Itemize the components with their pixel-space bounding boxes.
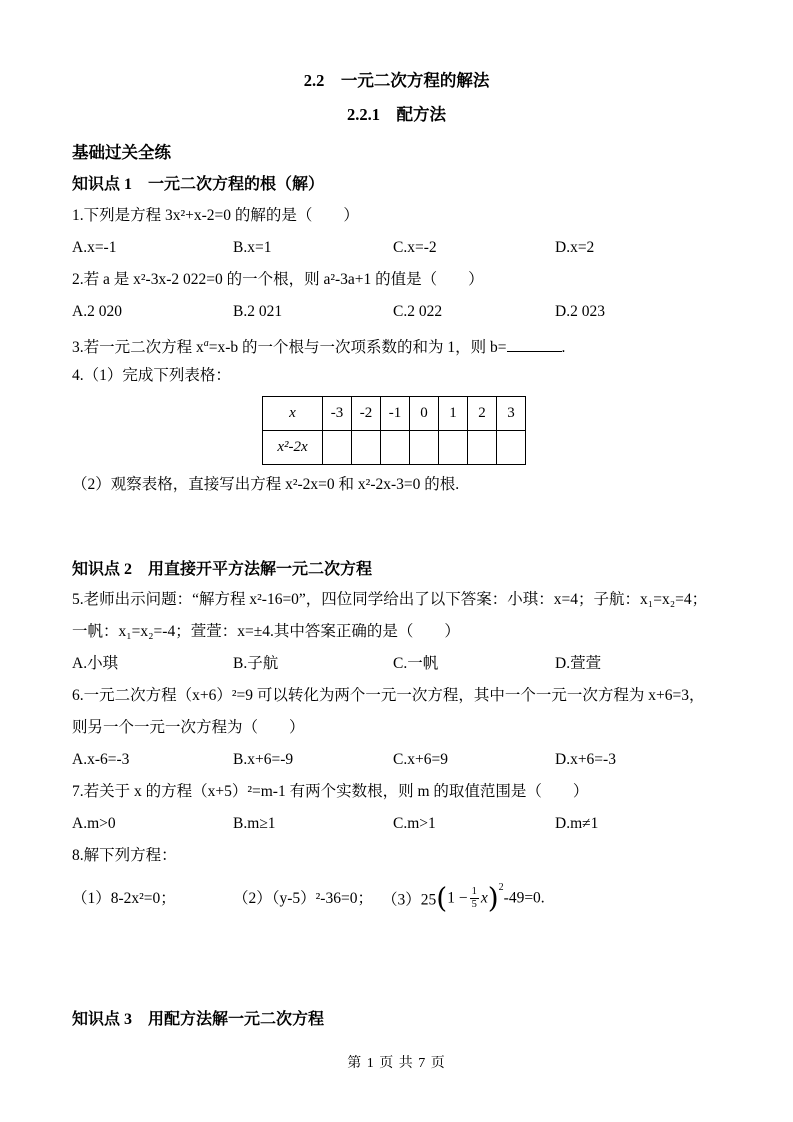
question-1-options (72, 232, 721, 264)
option-a: A.2 020 (72, 303, 122, 320)
question-4-part2: （2）观察表格，直接写出方程 x²-2x=0 和 x²-2x-3=0 的根. (72, 476, 460, 493)
knowledge-point-3-heading: 知识点 3 用配方法解一元二次方程 (72, 1011, 325, 1028)
option-b: B.2 021 (233, 303, 283, 320)
option-c: C.一帆 (393, 655, 439, 672)
table-cell-empty (323, 431, 352, 465)
equation-3-variable: x (480, 889, 488, 907)
exponent-2: 2 (498, 881, 504, 893)
fraction-one-fifth (470, 886, 479, 911)
question-6-line2: 则另一个一元一次方程为（ ） (72, 719, 305, 736)
question-8-text: 8.解下列方程： (72, 847, 177, 864)
question-3-middle: =x-b 的一个根与一次项系数的和为 1，则 b= (208, 339, 507, 357)
question-8-equations (72, 874, 721, 920)
page-title: 2.2 一元二次方程的解法 (303, 71, 490, 90)
option-a: A.x=-1 (72, 239, 117, 256)
question-3-prefix: 3.若一元二次方程 x (72, 339, 204, 357)
table-cell-x: x (263, 397, 323, 431)
table-cell: -2 (352, 397, 381, 431)
table-cell: -1 (381, 397, 410, 431)
equation-3 (382, 881, 721, 915)
equation-2: （2）（y-5）²-36=0； (233, 890, 373, 907)
table-header-row (263, 397, 526, 431)
knowledge-point-2-heading: 知识点 2 用直接开平方法解一元二次方程 (72, 561, 373, 578)
option-d: D.2 023 (555, 303, 605, 320)
question-6-line1: 6.一元二次方程（x+6）²=9 可以转化为两个一元一次方程，其中一个一元一次方程为 x+6=3， (72, 687, 705, 704)
table-cell-empty (381, 431, 410, 465)
exponent-a: a (203, 338, 209, 349)
option-b: B.m≥1 (233, 815, 276, 832)
table-cell: -3 (323, 397, 352, 431)
question-7-options (72, 808, 721, 840)
option-d: D.x+6=-3 (555, 751, 616, 768)
table-value-row (263, 431, 526, 465)
question-4-part1: 4.（1）完成下列表格： (72, 367, 231, 384)
table-cell-empty (352, 431, 381, 465)
close-paren: ) (487, 881, 499, 915)
question-3-suffix: . (561, 339, 566, 357)
page-footer: 第 1 页 共 7 页 (347, 1056, 446, 1071)
equation-3-prefix: （3）25 (382, 891, 437, 909)
option-a: A.x-6=-3 (72, 751, 130, 768)
question-2-options (72, 296, 721, 328)
equation-1: （1）8-2x²=0； (72, 890, 176, 907)
fraction-numerator: 1 (470, 886, 479, 899)
option-a: A.小琪 (72, 655, 119, 672)
table-cell-empty (410, 431, 439, 465)
table-cell: 3 (497, 397, 526, 431)
knowledge-point-1-heading: 知识点 1 一元二次方程的根（解） (72, 176, 325, 193)
table-cell: 0 (410, 397, 439, 431)
option-d: D.x=2 (555, 239, 595, 256)
page-subtitle: 2.2.1 配方法 (347, 105, 446, 124)
table-cell-expression: x²-2x (263, 431, 323, 465)
option-b: B.子航 (233, 655, 279, 672)
question-1-text: 1.下列是方程 3x²+x-2=0 的解的是（ ） (72, 207, 359, 224)
fraction-denominator: 5 (471, 898, 477, 910)
table-cell-empty (439, 431, 468, 465)
table-cell: 2 (468, 397, 497, 431)
equation-3-inner-before: 1 − (447, 889, 468, 907)
option-c: C.x+6=9 (393, 751, 448, 768)
option-b: B.x=1 (233, 239, 272, 256)
question-5-line1: 5.老师出示问题：“解方程 x²-16=0”，四位同学给出了以下答案：小琪：x=4；子航：x₁=x₂=4； (72, 591, 708, 608)
question-5-options (72, 648, 721, 680)
question-3-text (72, 328, 721, 360)
open-paren: ( (436, 881, 448, 915)
option-d: D.萱萱 (555, 655, 602, 672)
option-c: C.x=-2 (393, 239, 437, 256)
option-d: D.m≠1 (555, 815, 599, 832)
table-cell-empty (468, 431, 497, 465)
answer-blank (507, 337, 562, 352)
values-table (262, 396, 526, 465)
question-6-options (72, 744, 721, 776)
section-basic-practice: 基础过关全练 (72, 143, 171, 162)
question-7-text: 7.若关于 x 的方程（x+5）²=m-1 有两个实数根，则 m 的取值范围是（ ） (72, 783, 589, 800)
question-5-line2: 一帆：x₁=x₂=-4；萱萱：x=±4.其中答案正确的是（ ） (72, 623, 460, 640)
equation-3-suffix: -49=0. (503, 889, 545, 907)
option-b: B.x+6=-9 (233, 751, 294, 768)
option-c: C.2 022 (393, 303, 443, 320)
option-c: C.m>1 (393, 815, 436, 832)
question-2-text: 2.若 a 是 x²-3x-2 022=0 的一个根，则 a²-3a+1 的值是（ ） (72, 271, 484, 288)
option-a: A.m>0 (72, 815, 116, 832)
table-cell-empty (497, 431, 526, 465)
table-cell: 1 (439, 397, 468, 431)
